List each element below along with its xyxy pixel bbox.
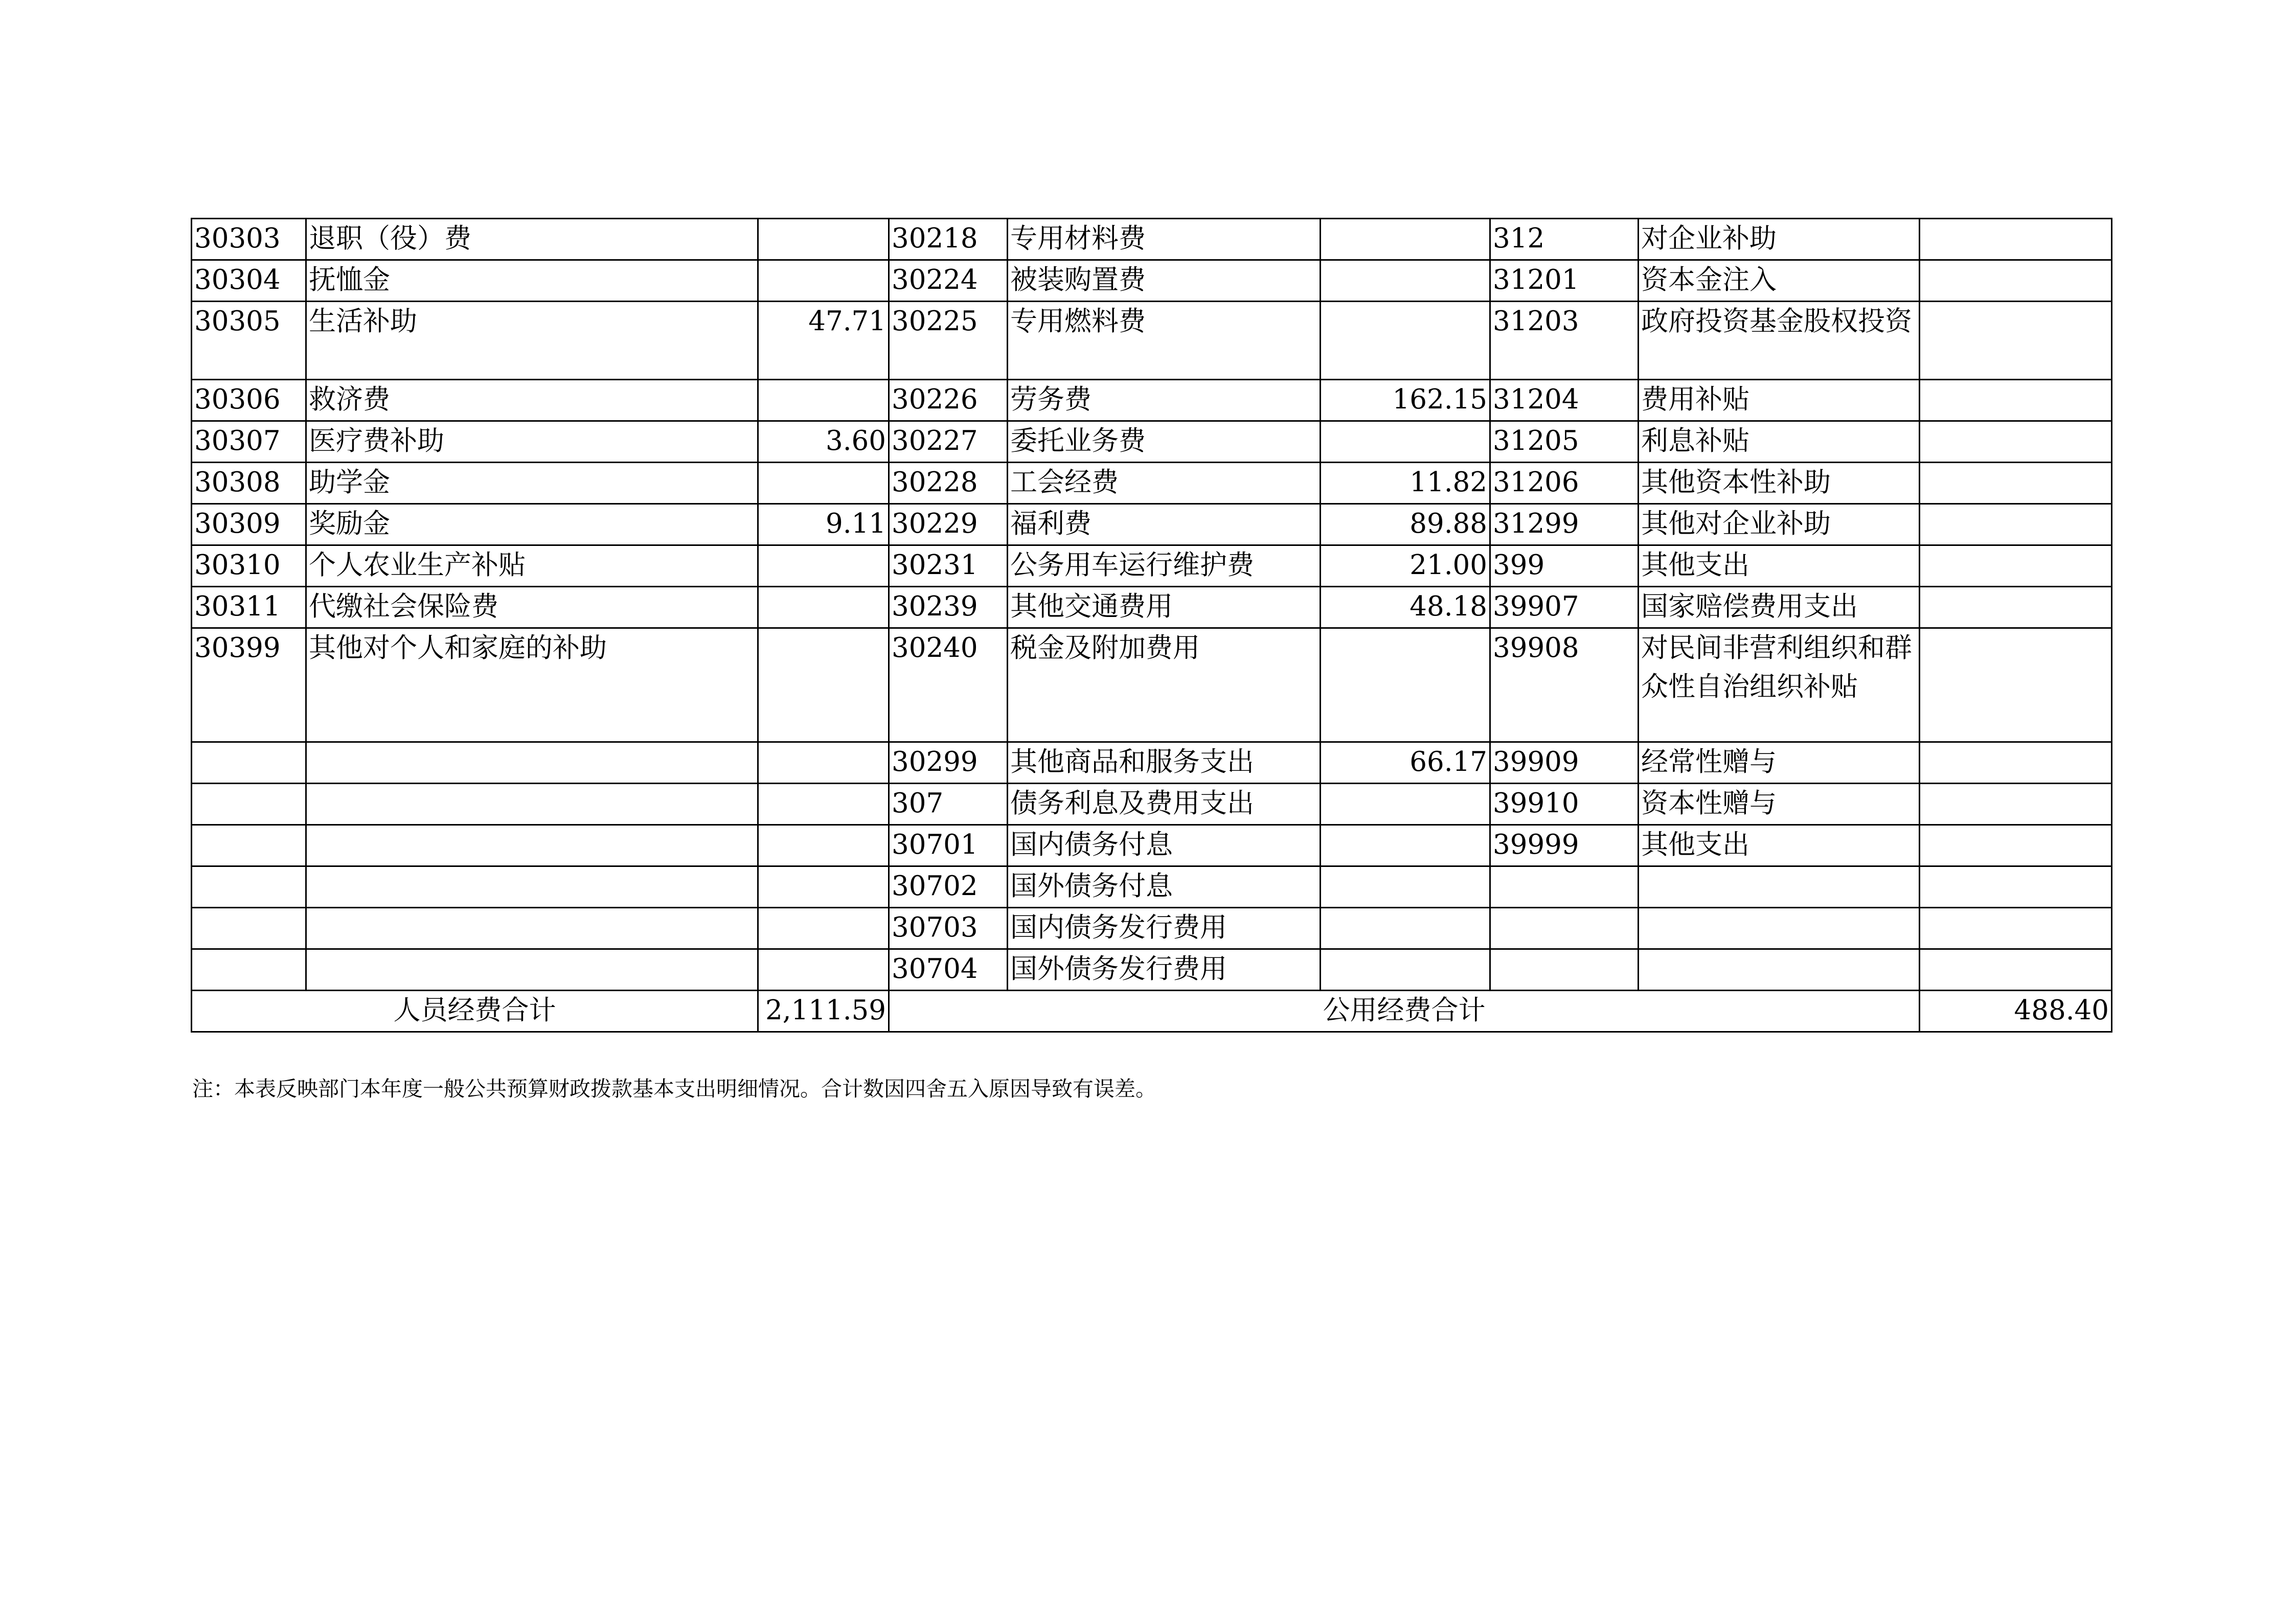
item-name-cell: 代缴社会保险费 xyxy=(306,587,758,628)
amount-cell: 3.60 xyxy=(758,421,889,463)
totals-row xyxy=(192,991,2112,1032)
table-row xyxy=(192,825,2112,866)
item-name-cell: 费用补贴 xyxy=(1639,380,1920,421)
item-name-cell: 被装购置费 xyxy=(1008,260,1321,302)
amount-cell: 162.15 xyxy=(1321,380,1490,421)
amount-cell xyxy=(1920,949,2112,991)
item-name-cell xyxy=(306,949,758,991)
amount-cell xyxy=(1321,302,1490,380)
item-name-cell: 个人农业生产补贴 xyxy=(306,545,758,587)
amount-cell xyxy=(1920,421,2112,463)
amount-cell xyxy=(1920,784,2112,825)
amount-cell xyxy=(1920,380,2112,421)
code-cell: 307 xyxy=(889,784,1008,825)
amount-cell xyxy=(758,908,889,949)
amount-cell xyxy=(758,219,889,260)
amount-cell xyxy=(1321,784,1490,825)
amount-cell: 48.18 xyxy=(1321,587,1490,628)
amount-cell xyxy=(1920,463,2112,504)
item-name-cell: 对企业补助 xyxy=(1639,219,1920,260)
code-cell: 30299 xyxy=(889,742,1008,784)
item-name-cell: 抚恤金 xyxy=(306,260,758,302)
item-name-cell: 劳务费 xyxy=(1008,380,1321,421)
code-cell: 30303 xyxy=(192,219,306,260)
amount-cell xyxy=(758,742,889,784)
amount-cell xyxy=(1920,260,2112,302)
code-cell: 31204 xyxy=(1490,380,1639,421)
table-row xyxy=(192,380,2112,421)
amount-cell: 89.88 xyxy=(1321,504,1490,545)
item-name-cell: 资本性赠与 xyxy=(1639,784,1920,825)
table-row xyxy=(192,949,2112,991)
amount-cell xyxy=(1920,825,2112,866)
item-name-cell xyxy=(1639,866,1920,908)
item-name-cell: 其他支出 xyxy=(1639,825,1920,866)
amount-cell xyxy=(1321,628,1490,742)
item-name-cell: 国内债务付息 xyxy=(1008,825,1321,866)
code-cell xyxy=(192,908,306,949)
code-cell: 30218 xyxy=(889,219,1008,260)
code-cell xyxy=(192,784,306,825)
code-cell: 30224 xyxy=(889,260,1008,302)
amount-cell xyxy=(1321,825,1490,866)
code-cell: 30308 xyxy=(192,463,306,504)
code-cell: 30229 xyxy=(889,504,1008,545)
table-row xyxy=(192,302,2112,380)
item-name-cell xyxy=(306,866,758,908)
code-cell: 30304 xyxy=(192,260,306,302)
code-cell: 30228 xyxy=(889,463,1008,504)
item-name-cell: 其他对企业补助 xyxy=(1639,504,1920,545)
amount-cell xyxy=(758,463,889,504)
amount-cell xyxy=(758,628,889,742)
item-name-cell xyxy=(306,825,758,866)
table-body xyxy=(192,219,2112,1032)
item-name-cell: 政府投资基金股权投资 xyxy=(1639,302,1920,380)
table-row xyxy=(192,421,2112,463)
code-cell: 30306 xyxy=(192,380,306,421)
item-name-cell: 福利费 xyxy=(1008,504,1321,545)
item-name-cell xyxy=(1639,949,1920,991)
amount-cell xyxy=(758,825,889,866)
code-cell: 39907 xyxy=(1490,587,1639,628)
code-cell: 39999 xyxy=(1490,825,1639,866)
item-name-cell: 其他对个人和家庭的补助 xyxy=(306,628,758,742)
item-name-cell: 退职（役）费 xyxy=(306,219,758,260)
code-cell: 30399 xyxy=(192,628,306,742)
item-name-cell: 医疗费补助 xyxy=(306,421,758,463)
item-name-cell: 生活补助 xyxy=(306,302,758,380)
item-name-cell: 资本金注入 xyxy=(1639,260,1920,302)
table-row xyxy=(192,219,2112,260)
code-cell: 39909 xyxy=(1490,742,1639,784)
item-name-cell: 其他资本性补助 xyxy=(1639,463,1920,504)
amount-cell xyxy=(1920,587,2112,628)
table-row xyxy=(192,504,2112,545)
code-cell: 39908 xyxy=(1490,628,1639,742)
code-cell: 399 xyxy=(1490,545,1639,587)
code-cell: 30309 xyxy=(192,504,306,545)
item-name-cell: 经常性赠与 xyxy=(1639,742,1920,784)
code-cell: 30310 xyxy=(192,545,306,587)
amount-cell: 66.17 xyxy=(1321,742,1490,784)
item-name-cell: 专用燃料费 xyxy=(1008,302,1321,380)
table-row xyxy=(192,866,2112,908)
amount-cell: 47.71 xyxy=(758,302,889,380)
code-cell: 39910 xyxy=(1490,784,1639,825)
amount-cell xyxy=(1321,260,1490,302)
code-cell xyxy=(1490,949,1639,991)
item-name-cell: 国外债务发行费用 xyxy=(1008,949,1321,991)
expense-detail-table xyxy=(191,218,2112,1033)
item-name-cell xyxy=(1639,908,1920,949)
amount-cell: 21.00 xyxy=(1321,545,1490,587)
item-name-cell: 国外债务付息 xyxy=(1008,866,1321,908)
code-cell: 30704 xyxy=(889,949,1008,991)
public-total-value: 488.40 xyxy=(1920,991,2112,1032)
code-cell: 31299 xyxy=(1490,504,1639,545)
item-name-cell: 其他商品和服务支出 xyxy=(1008,742,1321,784)
table-row xyxy=(192,463,2112,504)
code-cell: 30703 xyxy=(889,908,1008,949)
item-name-cell: 救济费 xyxy=(306,380,758,421)
amount-cell xyxy=(1920,302,2112,380)
item-name-cell: 助学金 xyxy=(306,463,758,504)
amount-cell xyxy=(1321,949,1490,991)
item-name-cell: 专用材料费 xyxy=(1008,219,1321,260)
item-name-cell: 利息补贴 xyxy=(1639,421,1920,463)
code-cell: 31203 xyxy=(1490,302,1639,380)
table-row xyxy=(192,908,2112,949)
amount-cell xyxy=(758,949,889,991)
item-name-cell: 奖励金 xyxy=(306,504,758,545)
amount-cell xyxy=(1920,628,2112,742)
table-row xyxy=(192,587,2112,628)
amount-cell xyxy=(1920,504,2112,545)
code-cell: 31201 xyxy=(1490,260,1639,302)
amount-cell xyxy=(1321,866,1490,908)
code-cell: 31206 xyxy=(1490,463,1639,504)
code-cell: 30701 xyxy=(889,825,1008,866)
code-cell: 30239 xyxy=(889,587,1008,628)
amount-cell xyxy=(1920,545,2112,587)
table-footnote: 注：本表反映部门本年度一般公共预算财政拨款基本支出明细情况。合计数因四舍五入原因导致有误差。 xyxy=(192,1077,1156,1101)
item-name-cell: 国家赔偿费用支出 xyxy=(1639,587,1920,628)
amount-cell xyxy=(758,784,889,825)
code-cell: 30702 xyxy=(889,866,1008,908)
item-name-cell: 债务利息及费用支出 xyxy=(1008,784,1321,825)
amount-cell xyxy=(758,866,889,908)
table-row xyxy=(192,784,2112,825)
table-row xyxy=(192,628,2112,742)
amount-cell xyxy=(1920,866,2112,908)
code-cell: 30231 xyxy=(889,545,1008,587)
item-name-cell: 其他支出 xyxy=(1639,545,1920,587)
code-cell: 30307 xyxy=(192,421,306,463)
amount-cell xyxy=(758,260,889,302)
amount-cell xyxy=(1321,908,1490,949)
amount-cell xyxy=(1920,742,2112,784)
code-cell: 30227 xyxy=(889,421,1008,463)
code-cell xyxy=(1490,866,1639,908)
amount-cell xyxy=(758,545,889,587)
table-row xyxy=(192,260,2112,302)
item-name-cell: 其他交通费用 xyxy=(1008,587,1321,628)
item-name-cell: 国内债务发行费用 xyxy=(1008,908,1321,949)
item-name-cell: 公务用车运行维护费 xyxy=(1008,545,1321,587)
code-cell xyxy=(192,825,306,866)
amount-cell: 9.11 xyxy=(758,504,889,545)
amount-cell xyxy=(1321,219,1490,260)
item-name-cell xyxy=(306,908,758,949)
code-cell: 312 xyxy=(1490,219,1639,260)
code-cell: 31205 xyxy=(1490,421,1639,463)
personnel-total-label: 人员经费合计 xyxy=(192,991,758,1032)
amount-cell xyxy=(758,380,889,421)
amount-cell xyxy=(1321,421,1490,463)
code-cell: 30305 xyxy=(192,302,306,380)
item-name-cell: 对民间非营利组织和群众性自治组织补贴 xyxy=(1639,628,1920,742)
amount-cell xyxy=(1920,908,2112,949)
code-cell xyxy=(192,742,306,784)
public-total-label: 公用经费合计 xyxy=(889,991,1920,1032)
code-cell: 30225 xyxy=(889,302,1008,380)
code-cell: 30311 xyxy=(192,587,306,628)
code-cell: 30226 xyxy=(889,380,1008,421)
amount-cell xyxy=(1920,219,2112,260)
item-name-cell xyxy=(306,784,758,825)
personnel-total-value: 2,111.59 xyxy=(758,991,889,1032)
amount-cell xyxy=(758,587,889,628)
code-cell xyxy=(192,866,306,908)
item-name-cell: 税金及附加费用 xyxy=(1008,628,1321,742)
code-cell: 30240 xyxy=(889,628,1008,742)
code-cell xyxy=(192,949,306,991)
item-name-cell xyxy=(306,742,758,784)
item-name-cell: 工会经费 xyxy=(1008,463,1321,504)
table-row xyxy=(192,545,2112,587)
amount-cell: 11.82 xyxy=(1321,463,1490,504)
code-cell xyxy=(1490,908,1639,949)
item-name-cell: 委托业务费 xyxy=(1008,421,1321,463)
table-row xyxy=(192,742,2112,784)
